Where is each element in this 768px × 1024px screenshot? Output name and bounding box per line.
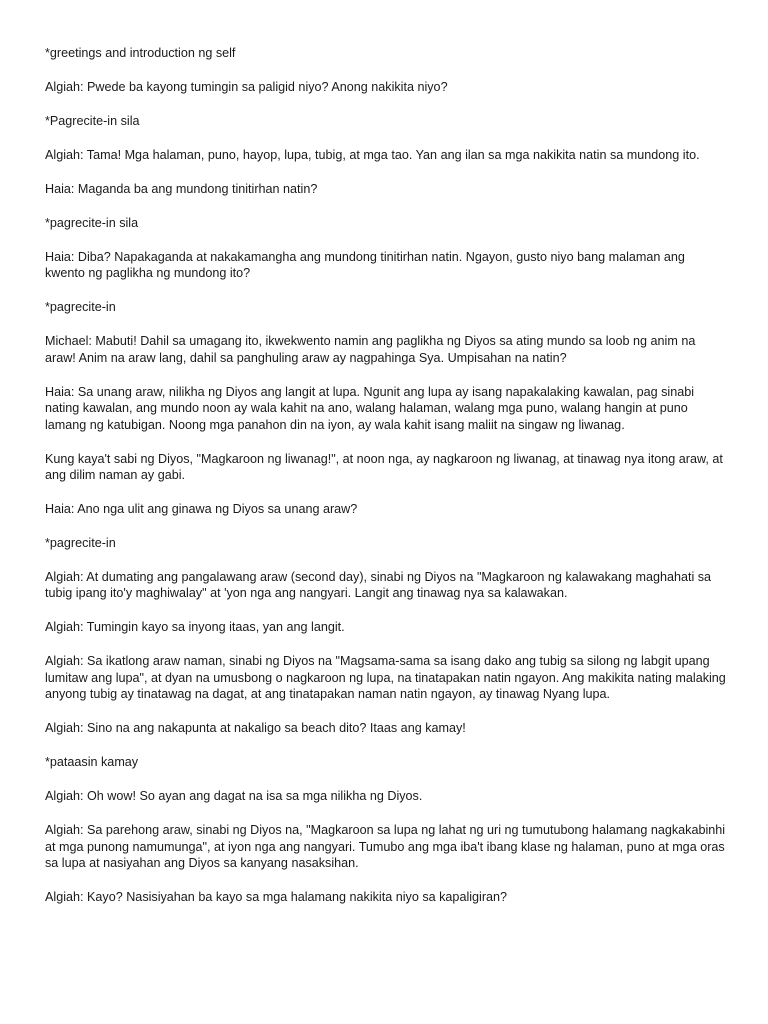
paragraph-recite-note-4: *pagrecite-in: [45, 536, 116, 551]
paragraph-recite-note-2: *pagrecite-in sila: [45, 216, 139, 230]
paragraph-algiah-beach: Algiah: Sino na ang nakapunta at nakaligo sa beach dito? Itaas ang kamay!: [45, 721, 466, 736]
paragraph-algiah-look-around: Algiah: Pwede ba kayong tumingin sa paligid niyo? Anong nakikita niyo?: [45, 80, 448, 94]
paragraph-haia-unang-araw: Haia: Sa unang araw, nilikha ng Diyos ang langit at lupa. Ngunit ang lupa ay isang napakalaking kawalan, pag sinabi nating kawalan, ang mundo noon ay wala kahit na ano, walang halaman, walang mga puno, walang hangin at puno lamang ng katubigan. Noong mga panahon din na iyon, ay wala kahit isang maliit na singaw ng liwanag.: [45, 384, 695, 432]
paragraph-algiah-dagat: Algiah: Oh wow! So ayan ang dagat na isa sa mga nilikha ng Diyos.: [45, 789, 423, 804]
paragraph-recite-note-1: *Pagrecite-in sila: [45, 114, 140, 128]
paragraph-algiah-halaman: Algiah: Sa parehong araw, sinabi ng Diyos na, "Magkaroon sa lupa ng lahat ng uri ng tumutubong halamang nagkakabinhi at mga punong namumunga", at iyon nga ang nangyari. Tumubo ang mga iba't ibang klase ng halaman, puno at mga oras sa lupa at nasiyahan ang Diyos sa kanyang nasaksihan.: [45, 823, 726, 871]
paragraph-algiah-tama: Algiah: Tama! Mga halaman, puno, hayop, lupa, tubig, at mga tao. Yan ang ilan sa mga nakikita natin sa mundong ito.: [45, 148, 700, 162]
paragraph-recite-note-3: *pagrecite-in: [45, 300, 116, 315]
paragraph-algiah-kayo: Algiah: Kayo? Nasisiyahan ba kayo sa mga halamang nakikita niyo sa kapaligiran?: [45, 890, 508, 905]
paragraph-haia-question: Haia: Ano nga ulit ang ginawa ng Diyos sa unang araw?: [45, 502, 358, 517]
paragraph-algiah-langit: Algiah: Tumingin kayo sa inyong itaas, yan ang langit.: [45, 620, 345, 635]
paragraph-michael-mabuti: Michael: Mabuti! Dahil sa umagang ito, ikwekwento namin ang paglikha ng Diyos sa ating mundo sa loob ng anim na araw! Anim na araw lang, dahil sa panghuling araw ay nagpahinga Sya. Umpisahan na natin?: [45, 334, 696, 365]
paragraph-algiah-second-day: Algiah: At dumating ang pangalawang araw (second day), sinabi ng Diyos na "Magkaroon ng kalawakang maghahati sa tubig ipang ito'y maghiwalay" at 'yon nga ang nangyari. Langit ang tinawag nya sa kalawakan.: [45, 570, 712, 601]
paragraph-greetings-note: *greetings and introduction ng self: [45, 46, 236, 60]
paragraph-liwanag: Kung kaya't sabi ng Diyos, "Magkaroon ng liwanag!", at noon nga, ay nagkaroon ng liwanag, at tinawag nya itong araw, at ang dilim naman ay gabi.: [45, 451, 723, 483]
paragraph-algiah-third-day: Algiah: Sa ikatlong araw naman, sinabi ng Diyos na "Magsama-sama sa isang dako ang tubig sa silong ng labgit upang lumitaw ang lupa", at dyan na umusbong o nagkaroon ng lupa, na tinatapakan natin ngayon. Ang makikita nating malaking anyong tubig ay tinatawag na dagat, at ang tinatapakan naman natin ngayon, ay tinawag Nyang lupa.: [45, 654, 726, 702]
paragraph-raise-hands-note: *pataasin kamay: [45, 755, 139, 770]
paragraph-haia-maganda: Haia: Maganda ba ang mundong tinitirhan natin?: [45, 182, 318, 196]
paragraph-haia-diba: Haia: Diba? Napakaganda at nakakamangha ang mundong tinitirhan natin. Ngayon, gusto niyo bang malaman ang kwento ng paglikha ng mundong ito?: [45, 250, 685, 281]
